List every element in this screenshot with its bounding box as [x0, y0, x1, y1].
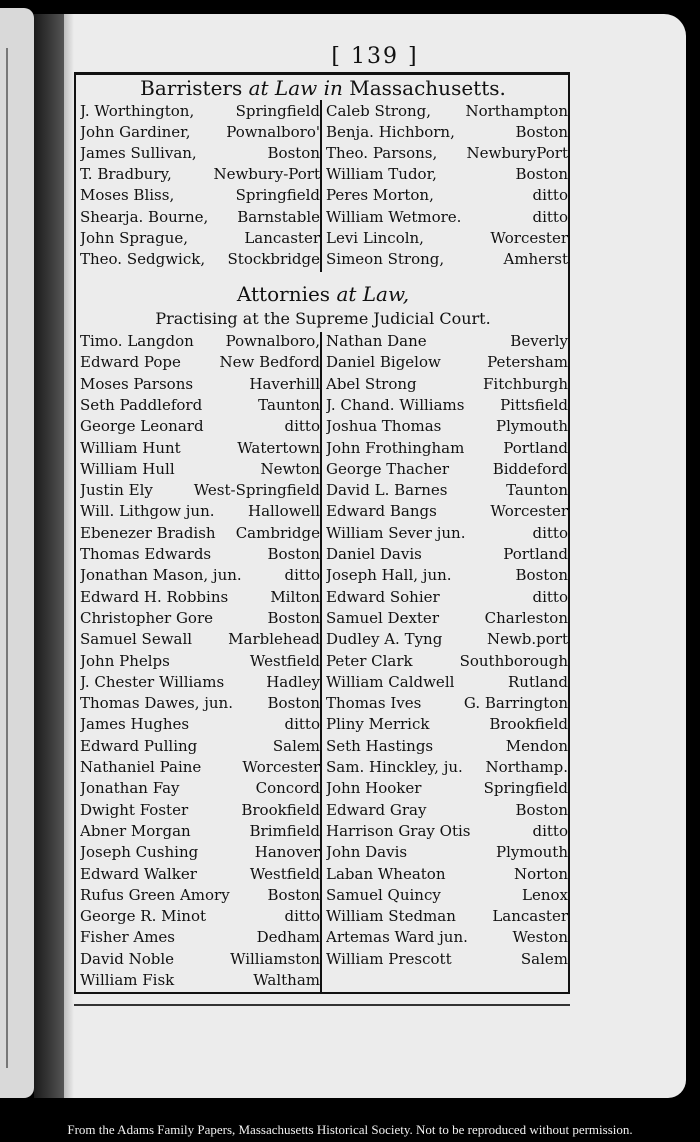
list-item — [80, 736, 320, 757]
person-name: William Sever jun. — [326, 523, 466, 542]
person-name: Edward Walker — [80, 864, 197, 883]
list-item — [80, 416, 320, 437]
person-name: Jonathan Fay — [80, 779, 180, 798]
person-name: William Tudor, — [326, 165, 437, 184]
place-name: Norton — [513, 864, 568, 883]
list-item — [80, 757, 320, 778]
place-name: Concord — [255, 779, 320, 798]
list-item — [80, 501, 320, 522]
place-name: ditto — [284, 417, 320, 436]
place-name: West-Springfield — [193, 481, 320, 500]
place-name: Newton — [260, 459, 320, 478]
person-name: William Wetmore. — [326, 207, 462, 226]
place-name: Biddeford — [492, 459, 568, 478]
list-item — [80, 143, 320, 164]
place-name: New Bedford — [219, 353, 320, 372]
person-name: James Hughes — [80, 715, 190, 734]
place-name: Petersham — [487, 353, 568, 372]
person-name: Justin Ely — [80, 481, 153, 500]
list-item — [326, 438, 568, 459]
list-item — [326, 122, 568, 143]
place-name: Waltham — [253, 971, 320, 989]
person-name: William Hunt — [80, 438, 181, 457]
place-name: Portland — [503, 545, 568, 563]
list-item — [80, 864, 320, 885]
frame-bottom-rule — [74, 1004, 570, 1006]
person-name: Timo. Langdon — [80, 332, 194, 350]
place-name: Watertown — [237, 438, 320, 457]
person-name: Daniel Davis — [326, 545, 422, 563]
list-item — [326, 714, 568, 735]
person-name: William Caldwell — [326, 672, 455, 691]
person-name: Theo. Sedgwick, — [80, 249, 206, 268]
place-name: ditto — [532, 523, 568, 542]
list-item — [80, 949, 320, 970]
place-name: Marblehead — [228, 630, 320, 649]
list-item — [80, 608, 320, 629]
person-name: J. Worthington, — [80, 102, 195, 120]
list-item — [326, 331, 568, 352]
place-name: Westfield — [249, 864, 320, 883]
person-name: Thomas Dawes, jun. — [80, 694, 233, 713]
list-item — [80, 122, 320, 143]
person-name: Thomas Ives — [326, 694, 422, 713]
person-name: Edward H. Robbins — [80, 587, 229, 606]
place-name: Boston — [515, 800, 568, 819]
list-item — [80, 693, 320, 714]
list-item — [80, 459, 320, 480]
person-name: Rufus Green Amory — [80, 885, 230, 904]
person-name: J. Chester Williams — [80, 672, 225, 691]
list-item — [80, 778, 320, 799]
list-item — [80, 352, 320, 373]
list-item — [80, 927, 320, 948]
attornies-heading: Attornies at Law, — [236, 282, 410, 306]
person-name: Abner Morgan — [80, 821, 191, 840]
person-name: James Sullivan, — [80, 144, 197, 163]
list-item — [80, 374, 320, 395]
list-item — [326, 800, 568, 821]
book-gutter — [34, 14, 64, 1098]
person-name: Edward Sohier — [326, 587, 440, 606]
place-name: Worcester — [242, 758, 320, 776]
list-item — [80, 164, 320, 185]
person-name: Christopher Gore — [80, 608, 214, 627]
list-item — [80, 249, 320, 270]
place-name: Pownalboro, — [225, 332, 320, 350]
place-name: Rutland — [508, 672, 568, 691]
place-name: Lancaster — [492, 907, 568, 926]
place-name: Barnstable — [237, 207, 320, 226]
person-name: Samuel Dexter — [326, 608, 439, 627]
person-name: John Hooker — [326, 779, 422, 798]
place-name: Hadley — [266, 672, 320, 691]
place-name: Cambridge — [235, 523, 320, 542]
person-name: Levi Lincoln, — [326, 228, 424, 247]
place-name: Northampton — [465, 102, 568, 120]
person-name: Pliny Merrick — [326, 715, 430, 734]
person-name: Daniel Bigelow — [326, 353, 441, 372]
person-name: Simeon Strong, — [326, 249, 445, 268]
person-name: David L. Barnes — [326, 481, 448, 500]
list-item — [326, 949, 568, 970]
place-name: Pittsfield — [500, 395, 568, 414]
place-name: ditto — [284, 715, 320, 734]
person-name: Samuel Quincy — [326, 885, 441, 904]
place-name: Weston — [512, 928, 568, 947]
person-name: Edward Pope — [80, 353, 181, 372]
list-item — [326, 164, 568, 185]
place-name: Amherst — [503, 249, 568, 268]
person-name: Sam. Hinckley, ju. — [326, 758, 463, 776]
person-name: Benja. Hichborn, — [326, 123, 455, 142]
person-name: John Phelps — [80, 651, 170, 670]
place-name: Boston — [515, 566, 568, 585]
list-item — [80, 821, 320, 842]
list-item — [326, 778, 568, 799]
place-name: G. Barrington — [463, 694, 568, 713]
list-item — [326, 927, 568, 948]
place-name: Boston — [267, 694, 320, 713]
place-name: ditto — [532, 587, 568, 606]
place-name: Lenox — [522, 885, 568, 904]
person-name: T. Bradbury, — [80, 165, 172, 184]
person-name: John Sprague, — [80, 228, 189, 247]
list-item — [326, 228, 568, 249]
barristers-column-divider — [320, 100, 322, 272]
place-name: Boston — [267, 144, 320, 163]
place-name: Boston — [267, 885, 320, 904]
place-name: Boston — [515, 165, 568, 184]
place-name: ditto — [532, 207, 568, 226]
place-name: Mendon — [505, 736, 568, 755]
list-item — [326, 101, 568, 122]
person-name: Peter Clark — [326, 651, 413, 670]
place-name: Springfield — [235, 102, 320, 120]
person-name: Dudley A. Tyng — [326, 630, 443, 649]
person-name: Peres Morton, — [326, 186, 434, 205]
person-name: Laban Wheaton — [326, 864, 446, 883]
list-item — [326, 416, 568, 437]
person-name: John Davis — [326, 843, 408, 862]
place-name: ditto — [284, 907, 320, 926]
person-name: Theo. Parsons, — [326, 144, 438, 163]
list-item — [80, 885, 320, 906]
person-name: Fisher Ames — [80, 928, 176, 947]
place-name: Charleston — [484, 608, 568, 627]
place-name: ditto — [532, 821, 568, 840]
person-name: John Frothingham — [326, 438, 465, 457]
place-name: Fitchburgh — [483, 374, 568, 393]
list-item — [326, 523, 568, 544]
person-name: Will. Lithgow jun. — [80, 502, 215, 521]
place-name: Boston — [267, 608, 320, 627]
place-name: Brimfield — [249, 821, 320, 840]
place-name: Newbury-Port — [213, 165, 320, 184]
list-item — [326, 352, 568, 373]
list-item — [80, 970, 320, 991]
person-name: Edward Gray — [326, 800, 427, 819]
list-item — [326, 544, 568, 565]
place-name: Beverly — [510, 332, 568, 350]
place-name: Brookfield — [489, 715, 568, 734]
list-item — [326, 565, 568, 586]
person-name: Joseph Cushing — [80, 843, 199, 862]
list-item — [80, 395, 320, 416]
list-item — [326, 629, 568, 650]
person-name: Joseph Hall, jun. — [326, 566, 452, 585]
place-name: Hallowell — [248, 502, 320, 521]
list-item — [326, 651, 568, 672]
list-item — [326, 757, 568, 778]
person-name: George R. Minot — [80, 907, 207, 926]
list-item — [326, 736, 568, 757]
attornies-column-divider — [320, 332, 322, 994]
list-item — [80, 842, 320, 863]
list-item — [80, 651, 320, 672]
page-shadow — [64, 14, 74, 1098]
list-item — [326, 672, 568, 693]
list-item — [326, 885, 568, 906]
archive-caption: From the Adams Family Papers, Massachusetts Historical Society. Not to be reproduced without permission. — [0, 1118, 700, 1142]
list-item — [326, 395, 568, 416]
list-item — [80, 544, 320, 565]
list-item — [326, 864, 568, 885]
list-item — [80, 331, 320, 352]
list-item — [80, 565, 320, 586]
person-name: Moses Bliss, — [80, 186, 175, 205]
person-name: William Fisk — [80, 971, 175, 989]
place-name: Springfield — [235, 186, 320, 205]
list-item — [326, 207, 568, 228]
person-name: Dwight Foster — [80, 800, 189, 819]
list-item — [80, 800, 320, 821]
list-item — [326, 906, 568, 927]
person-name: Harrison Gray Otis — [326, 821, 471, 840]
list-item — [326, 608, 568, 629]
place-name: Springfield — [483, 779, 568, 798]
place-name: ditto — [284, 566, 320, 585]
person-name: Joshua Thomas — [326, 417, 442, 436]
facing-page-rule — [6, 48, 8, 1068]
list-item — [326, 143, 568, 164]
list-item — [80, 672, 320, 693]
person-name: Moses Parsons — [80, 374, 194, 393]
person-name: Jonathan Mason, jun. — [80, 566, 242, 585]
list-item — [326, 842, 568, 863]
place-name: Newb.port — [486, 630, 568, 649]
person-name: Artemas Ward jun. — [326, 928, 468, 947]
person-name: George Thacher — [326, 459, 450, 478]
person-name: Seth Hastings — [326, 736, 434, 755]
place-name: Milton — [270, 587, 320, 606]
list-item — [80, 438, 320, 459]
person-name: David Noble — [80, 949, 175, 968]
person-name: William Stedman — [326, 907, 456, 926]
person-name: Abel Strong — [326, 374, 417, 393]
page-number: [ 139 ] — [331, 44, 419, 69]
place-name: Plymouth — [496, 417, 568, 436]
place-name: Stockbridge — [227, 249, 320, 268]
list-item — [326, 374, 568, 395]
person-name: Thomas Edwards — [80, 545, 212, 563]
person-name: Nathan Dane — [326, 332, 427, 350]
place-name: Plymouth — [496, 843, 568, 862]
place-name: ditto — [532, 186, 568, 205]
list-item — [326, 480, 568, 501]
person-name: Seth Paddleford — [80, 395, 203, 414]
person-name: John Gardiner, — [80, 123, 191, 142]
person-name: Edward Bangs — [326, 502, 437, 521]
person-name: William Hull — [80, 459, 175, 478]
list-item — [80, 523, 320, 544]
place-name: Portland — [503, 438, 568, 457]
place-name: Salem — [520, 949, 568, 968]
list-item — [326, 249, 568, 270]
list-item — [80, 101, 320, 122]
place-name: Worcester — [490, 502, 568, 521]
list-item — [80, 629, 320, 650]
person-name: Nathaniel Paine — [80, 758, 202, 776]
person-name: Shearja. Bourne, — [80, 207, 209, 226]
facing-page-edge — [0, 8, 34, 1098]
place-name: Dedham — [256, 928, 320, 947]
list-item — [80, 480, 320, 501]
person-name: J. Chand. Williams — [326, 395, 465, 414]
list-item — [326, 185, 568, 206]
list-item — [80, 714, 320, 735]
list-item — [326, 587, 568, 608]
barristers-heading: Barristers at Law in Massachusetts. — [140, 76, 506, 100]
place-name: Taunton — [506, 481, 568, 500]
list-item — [80, 587, 320, 608]
attornies-subheading: Practising at the Supreme Judicial Court. — [155, 309, 491, 328]
list-item — [326, 693, 568, 714]
person-name: Edward Pulling — [80, 736, 198, 755]
person-name: Caleb Strong, — [326, 102, 431, 120]
place-name: Southborough — [459, 651, 568, 670]
list-item — [80, 207, 320, 228]
person-name: George Leonard — [80, 417, 204, 436]
place-name: Pownalboro' — [226, 123, 320, 142]
place-name: Westfield — [249, 651, 320, 670]
list-item — [80, 185, 320, 206]
place-name: Lancaster — [244, 228, 320, 247]
list-item — [326, 821, 568, 842]
list-item — [80, 228, 320, 249]
place-name: Williamston — [230, 949, 320, 968]
place-name: Hanover — [254, 843, 320, 862]
place-name: Salem — [272, 736, 320, 755]
place-name: Worcester — [490, 228, 568, 247]
list-item — [80, 906, 320, 927]
place-name: Brookfield — [241, 800, 320, 819]
person-name: William Prescott — [326, 949, 452, 968]
place-name: Northamp. — [485, 758, 568, 776]
list-item — [326, 501, 568, 522]
person-name: Ebenezer Bradish — [80, 523, 216, 542]
place-name: Haverhill — [249, 374, 320, 393]
place-name: Taunton — [258, 395, 320, 414]
person-name: Samuel Sewall — [80, 630, 193, 649]
place-name: NewburyPort — [466, 144, 568, 163]
list-item — [326, 459, 568, 480]
place-name: Boston — [515, 123, 568, 142]
place-name: Boston — [267, 545, 320, 563]
